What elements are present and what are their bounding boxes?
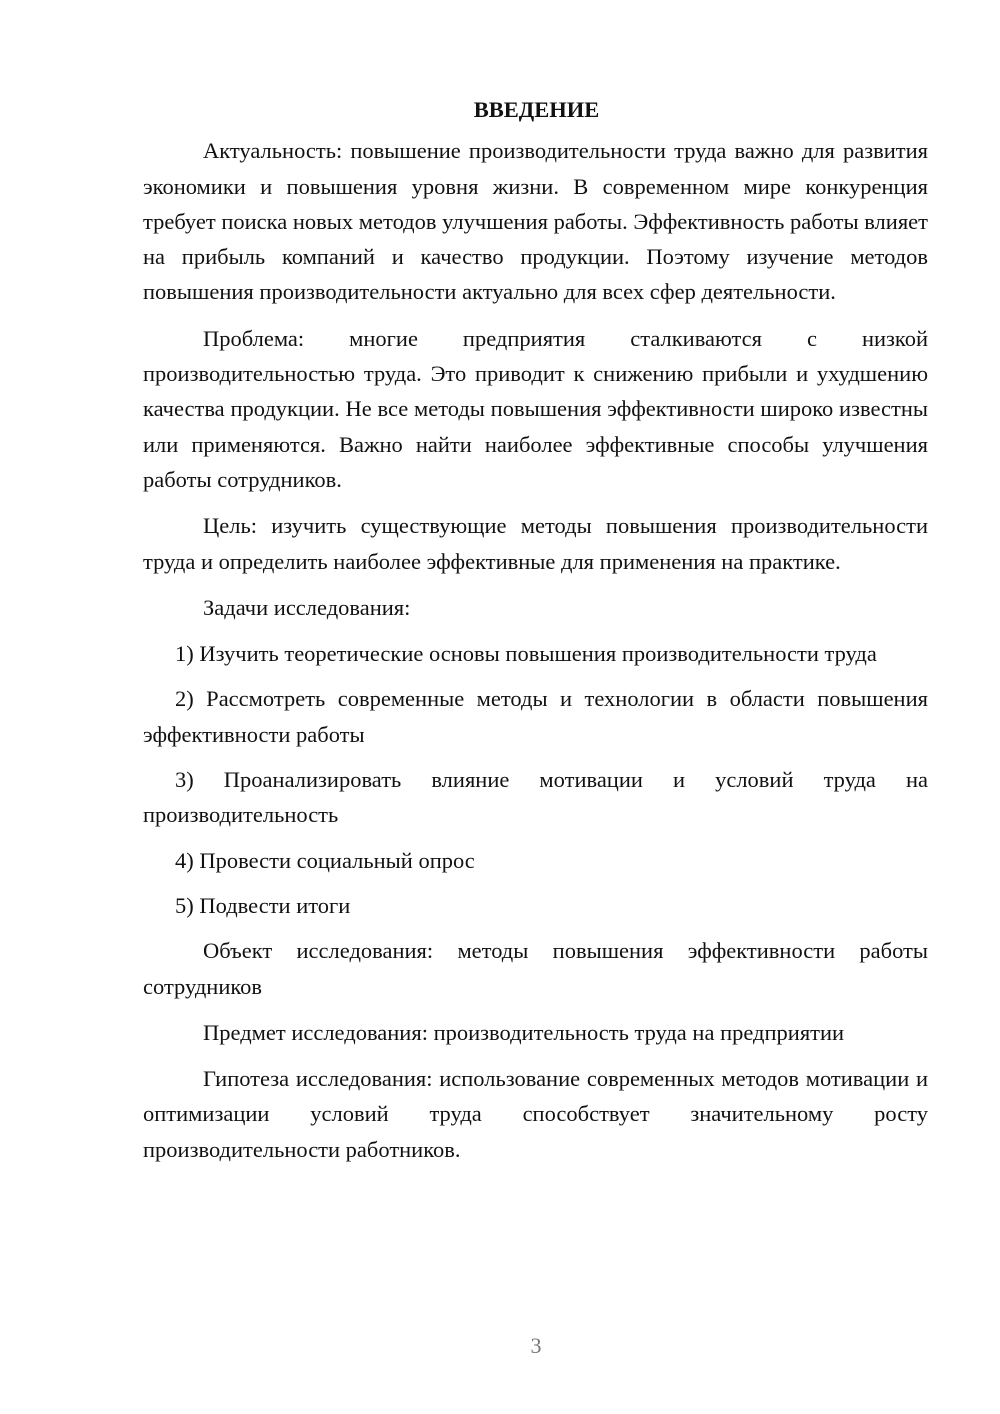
document-body	[143, 92, 928, 1178]
task-item: 1) Изучить теоретические основы повышения производительности труда	[175, 641, 877, 667]
object-paragraph: Объект исследования: методы повышения эффективности работы сотрудников	[143, 938, 928, 999]
subject-paragraph: Предмет исследования: производительность труда на предприятии	[203, 1019, 845, 1045]
section-heading: ВВЕДЕНИЕ	[473, 97, 600, 122]
page-number: 3	[530, 1333, 542, 1358]
tasks-title: Задачи исследования:	[203, 594, 411, 620]
problem-paragraph: Проблема: многие предприятия сталкиваются с низкой производительностью труда. Это приводит к снижению прибыли и ухудшению качества продукции. Не все методы повышения эффективности широко известны или применяются. Важно найти наиболее эффективные способы улучшения работы сотрудников.	[143, 325, 928, 492]
hypothesis-paragraph: Гипотеза исследования: использование современных методов мотивации и оптимизации условий труда способствует значительному росту производительности работников.	[143, 1066, 928, 1162]
task-item: 4) Провести социальный опрос	[175, 847, 475, 873]
task-item: 2) Рассмотреть современные методы и технологии в области повышения эффективности работы	[143, 686, 928, 747]
task-item: 5) Подвести итоги	[175, 892, 351, 918]
tasks-list	[143, 636, 928, 923]
relevance-paragraph: Актуальность: повышение производительности труда важно для развития экономики и повышения уровня жизни. В современном мире конкуренция требует поиска новых методов улучшения работы. Эффективность работы влияет на прибыль компаний и качество продукции. Поэтому изучение методов повышения производительности актуально для всех сфер деятельности.	[143, 138, 928, 305]
goal-paragraph: Цель: изучить существующие методы повышения производительности труда и определить наиболее эффективные для применения на практике.	[143, 513, 928, 574]
task-item: 3) Проанализировать влияние мотивации и условий труда на производительность	[143, 767, 928, 828]
